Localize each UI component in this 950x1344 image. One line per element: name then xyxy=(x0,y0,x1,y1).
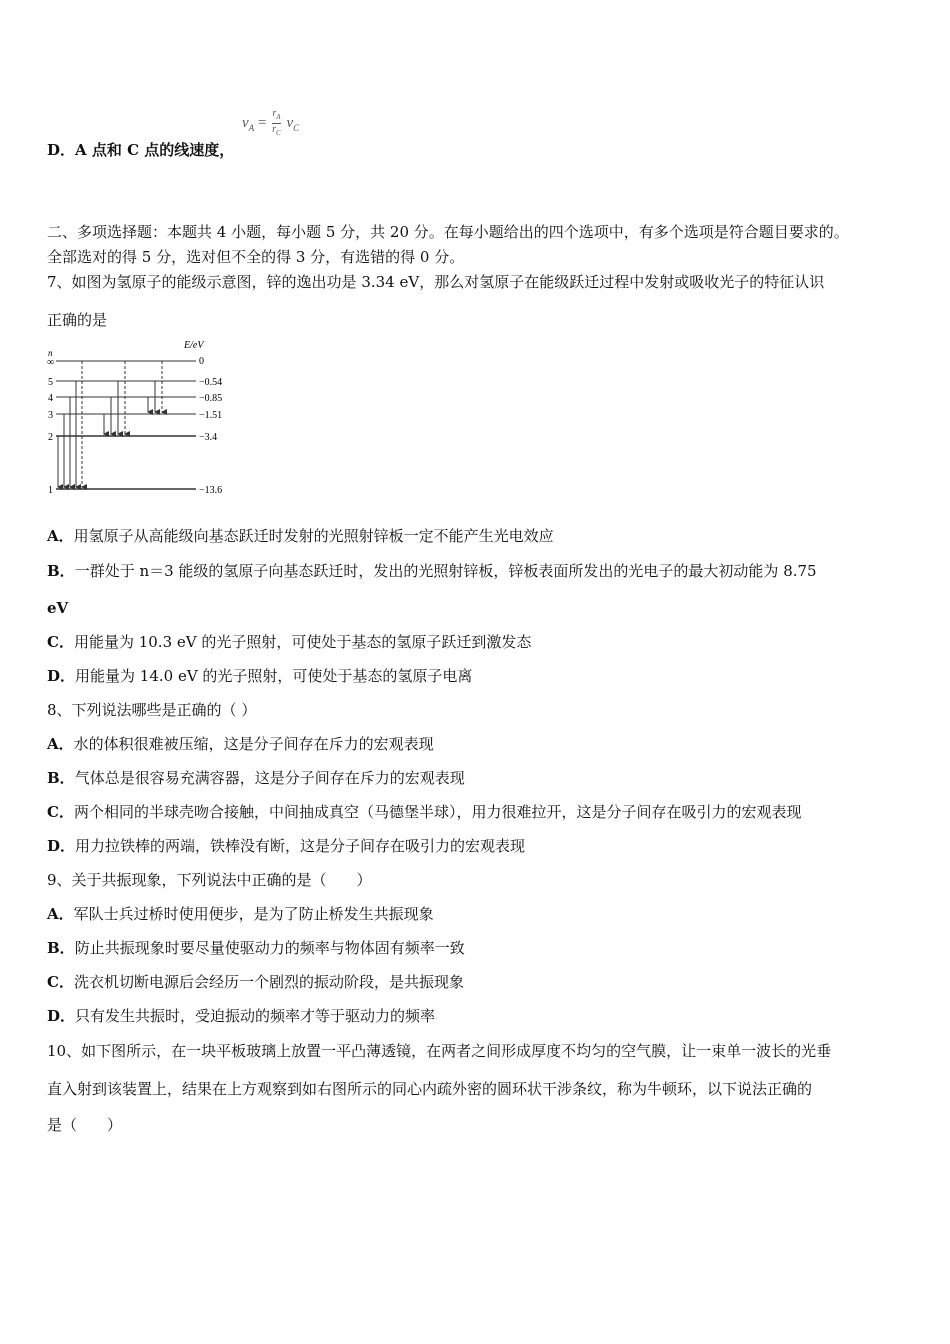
q8-option-a: A．水的体积很难被压缩，这是分子间存在斥力的宏观表现 xyxy=(47,735,434,753)
velocity-formula: $v_A$ = $\frac{r_A}{r_C}$ $v_C$ xyxy=(242,108,300,137)
q9-option-a: A．军队士兵过桥时使用便步，是为了防止桥发生共振现象 xyxy=(47,905,434,923)
level-inf-energy: 0 xyxy=(199,356,204,367)
q10-stem-2: 直入射到该装置上，结果在上方观察到如右图所示的同心内疏外密的圆环状干涉条纹，称为牛顿环，以下说法正确的 xyxy=(47,1080,813,1098)
q9-option-b: B．防止共振现象时要尽量使驱动力的频率与物体固有频率一致 xyxy=(47,939,465,957)
q7-option-c: C．用能量为 10.3 eV 的光子照射，可使处于基态的氢原子跃迁到激发态 xyxy=(47,633,532,651)
level-5-label: 5 xyxy=(48,377,53,388)
q8-option-b: B．气体总是很容易充满容器，这是分子间存在斥力的宏观表现 xyxy=(47,769,465,787)
q6-option-d: D．A 点和 C 点的线速度， xyxy=(47,141,235,159)
level-3-energy: −1.51 xyxy=(199,410,223,421)
level-1-energy: −13.6 xyxy=(199,485,223,496)
q9-option-c: C．洗衣机切断电源后会经历一个剧烈的振动阶段，是共振现象 xyxy=(47,973,464,991)
q7-option-b-cont: eV xyxy=(47,599,69,617)
level-2-energy: −3.4 xyxy=(199,432,218,443)
q7-option-b: B．一群处于 n＝3 能级的氢原子向基态跃迁时，发出的光照射锌板，锌板表面所发出的光电子的最大初动能为 8.75 xyxy=(47,562,817,580)
axis-label: E/eV xyxy=(184,340,204,351)
radius-ratio: $\frac{r_A}{r_C}$ xyxy=(272,108,281,137)
q8-stem: 8、下列说法哪些是正确的（ ） xyxy=(47,701,257,719)
q8-option-d: D．用力拉铁棒的两端，铁棒没有断，这是分子间存在吸引力的宏观表现 xyxy=(47,837,526,855)
level-1-label: 1 xyxy=(48,485,53,496)
level-4-label: 4 xyxy=(48,393,53,404)
q9-option-d: D．只有发生共振时，受迫振动的频率才等于驱动力的频率 xyxy=(47,1007,436,1025)
q9-stem: 9、关于共振现象，下列说法中正确的是（ ） xyxy=(47,871,372,889)
level-inf-label: ∞ xyxy=(47,357,55,368)
level-5-energy: −0.54 xyxy=(199,377,223,388)
section2-instructions-1: 二、多项选择题：本题共 4 小题，每小题 5 分，共 20 分。在每小题给出的四个选项中，有多个选项是符合题目要求的。 xyxy=(47,223,849,241)
section2-instructions-2: 全部选对的得 5 分，选对但不全的得 3 分，有选错的得 0 分。 xyxy=(47,248,465,266)
q10-stem-3: 是（ ） xyxy=(47,1116,123,1134)
q7-stem-2: 正确的是 xyxy=(47,311,108,329)
level-n-label: n xyxy=(48,348,53,358)
q8-option-c: C．两个相同的半球壳吻合接触，中间抽成真空（马德堡半球），用力很难拉开，这是分子间存在吸引力的宏观表现 xyxy=(47,803,802,821)
level-3-label: 3 xyxy=(48,410,53,421)
level-4-energy: −0.85 xyxy=(199,393,223,404)
energy-level-diagram xyxy=(44,336,244,498)
level-2-label: 2 xyxy=(48,432,53,443)
q10-stem-1: 10、如下图所示，在一块平板玻璃上放置一平凸薄透镜，在两者之间形成厚度不均匀的空气膜，让一束单一波长的光垂 xyxy=(47,1042,832,1060)
q7-stem-1: 7、如图为氢原子的能级示意图，锌的逸出功是 3.34 eV，那么对氢原子在能级跃迁过程中发射或吸收光子的特征认识 xyxy=(47,273,825,291)
q7-option-d: D．用能量为 14.0 eV 的光子照射，可使处于基态的氢原子电离 xyxy=(47,667,473,685)
q7-option-a: A．用氢原子从高能级向基态跃迁时发射的光照射锌板一定不能产生光电效应 xyxy=(47,527,554,545)
